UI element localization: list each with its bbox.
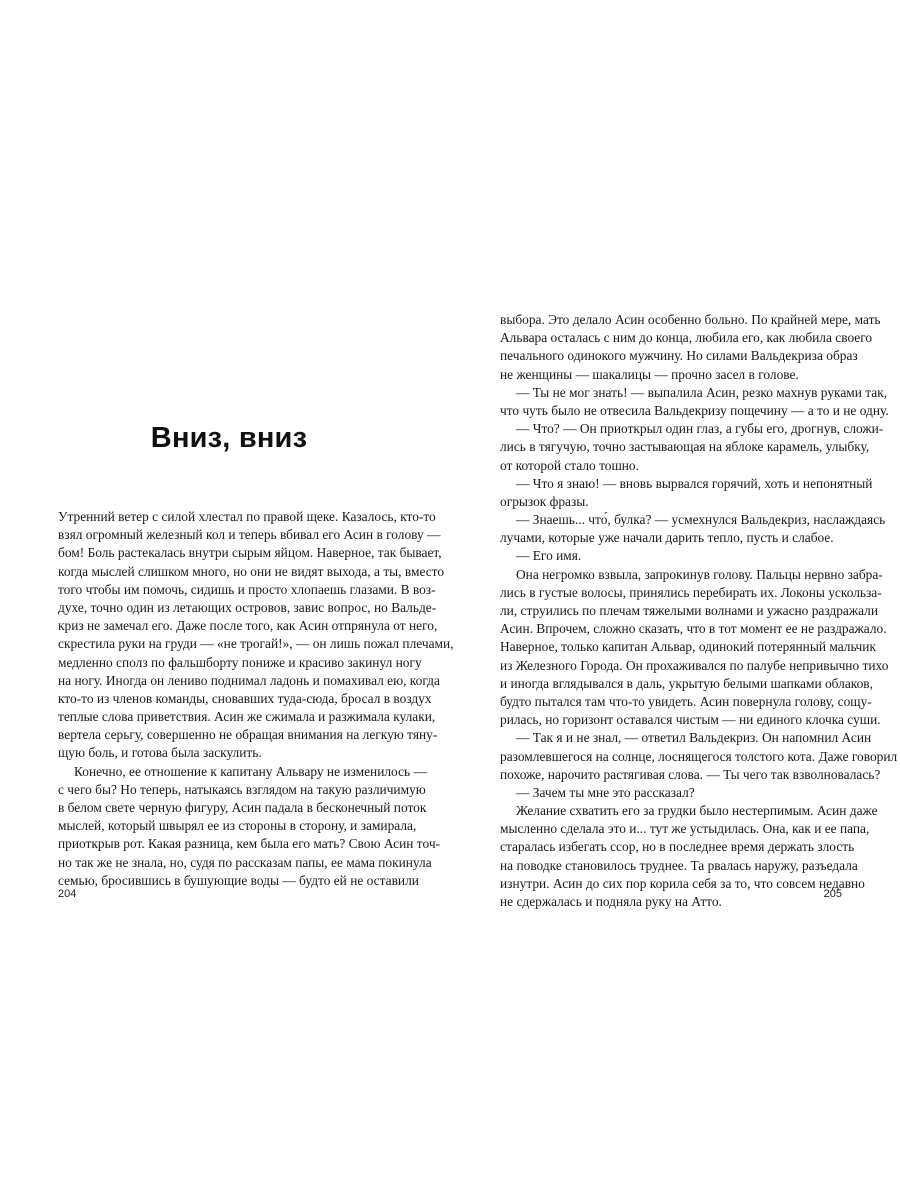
text-line: криз не замечал его. Даже после того, как Асин отпрянула от него, [58,618,438,634]
text-line: мыслей, который швырял ее из стороны в сторону, и замирала, [58,818,417,834]
text-line: Она негромко взвыла, запрокинув голову. Пальцы нервно забра- [516,566,883,582]
text-line: будто пытался там что-то увидеть. Асин повернула голову, сощу- [500,693,872,709]
text-line: изнутри. Асин до сих пор корила себя за то, что совсем недавно [500,875,865,891]
text-line: с чего бы? Но теперь, натыкаясь взглядом на такую различимую [58,781,426,797]
text-line: мысленно сделала это и... тут же устыдилась. Она, как и ее папа, [500,821,870,837]
text-line: разомлевшегося на солнце, лоснящегося толстого кота. Даже говорил [500,748,898,764]
text-line: духе, точно один из летающих островов, завис вопрос, но Вальде- [58,599,437,615]
text-line: не женщины — шакалицы — прочно засел в голове. [500,366,799,382]
right-page-text [500,311,898,911]
text-line: на поводке становилось труднее. Та рвалась наружу, разъедала [500,857,858,873]
text-line: лись в тягучую, точно застывающая на яблоке карамель, улыбку, [500,439,870,455]
text-line: взял огромный железный кол и теперь вбивал его Асин в голову — [58,527,441,543]
text-line: ли, струились по плечам тяжелыми волнами и ужасно раздражали [500,603,879,618]
text-line: Конечно, ее отношение к капитану Альвару не изменилось — [74,763,427,779]
left-page [58,0,454,1200]
text-line: огрызок фразы. [500,493,589,509]
text-line: — Знаешь... что́, булка? — усмехнулся Вальдекриз, наслаждаясь [516,512,886,528]
text-line: скрестила руки на груди — «не трогай!», — он лишь пожал плечами, [58,636,454,652]
text-line: бом! Боль растекалась внутри сырым яйцом. Наверное, так бывает, [58,545,442,561]
text-line: щую боль, и готова была заскулить. [58,745,262,761]
text-line: похоже, нарочито растягивая слова. — Ты чего так взволновалась? [500,766,881,782]
text-line: вертела серьгу, совершенно не обращая внимания на легкую тяну- [58,727,438,743]
page-number-left: 204 [58,888,77,900]
text-line: — Зачем ты мне это рассказал? [516,784,695,800]
text-line: кто-то из членов команды, сновавших туда-сюда, бросал в воздух [58,690,432,706]
text-line: Наверное, только капитан Альвар, одинокий потерянный мальчик [500,639,876,655]
text-line: но так же не знала, но, судя по рассказам папы, ее мама покинула [58,854,432,870]
chapter-title: Вниз, вниз [150,422,308,454]
text-line: Альвара осталась с ним до конца, любила его, как любила своего [500,330,873,346]
text-line: в белом свете черную фигуру, Асин падала в бесконечный поток [58,800,427,815]
text-line: старалась избегать ссор, но в последнее время держать злость [500,839,855,855]
text-line: — Что? — Он приоткрыл один глаз, а губы его, дрогнув, сложи- [516,421,884,437]
text-line: того чтобы им помочь, сидишь и просто хлопаешь глазами. В воз- [58,581,436,597]
text-line: из Железного Города. Он прохаживался по палубе непривычно тихо [500,657,889,673]
text-line: Утренний ветер с силой хлестал по правой щеке. Казалось, кто-то [58,509,436,524]
text-line: выбора. Это делало Асин особенно больно. По крайней мере, мать [500,312,881,327]
text-line: печального одинокого мужчину. Но силами Вальдекриза образ [500,348,858,364]
text-line: — Так я и не знал, — ответил Вальдекриз. Он напомнил Асин [516,730,872,746]
text-line: — Ты не мог знать! — выпалила Асин, резко махнув руками так, [516,384,888,400]
text-line: — Что я знаю! — вновь вырвался горячий, хоть и непонятный [516,475,873,491]
text-line: теплые слова приветствия. Асин же сжимала и разжимала кулаки, [58,709,436,725]
text-line: семью, бросившись в бушующие воды — будто ей не оставили [58,872,419,888]
text-line: Асин. Впрочем, сложно сказать, что в тот момент ее не раздражало. [500,621,887,637]
text-line: приоткрыв рот. Какая разница, кем была его мать? Свою Асин точ- [58,836,441,852]
text-line: рилась, но горизонт оставался чистым — ни единого клочка суши. [500,712,881,728]
text-line: и иногда вглядывался в даль, укрытую белыми шапками облаков, [500,675,873,691]
text-line: Желание схватить его за грудки было нестерпимым. Асин даже [516,803,878,819]
text-line: лись в густые волосы, принялись перебирать их. Локоны ускольза- [500,584,882,600]
text-line: что чуть было не отвесила Вальдекризу пощечину — а то и не одну. [500,402,889,418]
text-line: — Его имя. [516,548,582,564]
text-line: лучами, которые уже начали дарить тепло, пусть и слабое. [500,530,834,546]
text-line: на ногу. Иногда он лениво поднимал ладонь и помахивал ею, когда [58,672,440,688]
text-line: от которой стало тошно. [500,457,639,473]
text-line: не сдержалась и подняла руку на Атто. [500,894,722,909]
right-page [500,0,898,1200]
left-page-text [58,508,454,890]
page-number-right: 205 [823,888,842,900]
text-line: медленно сполз по фальшборту пониже и красиво закинул ногу [58,654,422,670]
text-line: когда мыслей слишком много, но они не видят выхода, а ты, вместо [58,563,445,579]
